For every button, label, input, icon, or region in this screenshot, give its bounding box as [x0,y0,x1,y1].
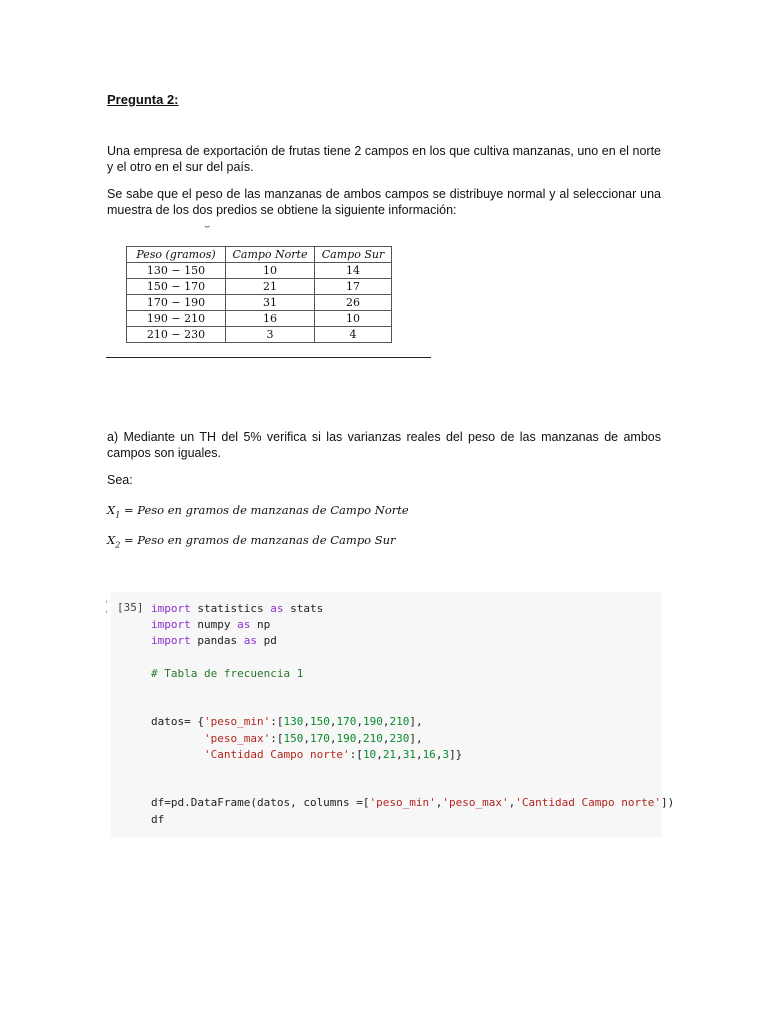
code-token: statistics [190,602,271,615]
code-token: , [382,731,390,745]
code-token: pd [256,634,277,648]
code-token: 190 [336,731,357,745]
code-token: 'peso_max' [442,796,509,810]
code-token: 150 [309,715,330,729]
table-cell: 3 [226,327,315,343]
code-token: 210 [389,715,410,729]
execution-count: [35] [117,601,144,614]
definition-var: X [107,503,116,517]
code-token: 130 [283,715,304,729]
header-campo-sur: Campo Sur [315,247,392,263]
table-cell: 210 − 230 [127,327,226,343]
code-line [151,667,303,680]
code-token: import [151,634,191,648]
sample-paragraph: Se sabe que el peso de las manzanas de ambos campos se distribuye normal y al seleccionar una muestra de los dos predios se obtiene la siguiente información: [107,187,661,217]
code-token: as [237,618,251,632]
definition-var: X [107,533,116,547]
code-token [151,732,204,745]
code-token: , [508,796,516,810]
code-token [151,748,204,761]
separator-line [106,357,431,358]
code-token: numpy [190,618,238,632]
code-token: 170 [309,731,330,745]
code-block[interactable] [151,601,674,828]
code-token: , [435,747,443,761]
table-row [127,295,392,311]
code-token: 'peso_max' [203,731,271,745]
cropped-mark: ⌣ [204,221,211,232]
code-token: ], [409,715,423,729]
code-token: # Tabla de frecuencia 1 [151,666,304,680]
code-token: :[ [270,715,284,729]
code-token: 'Cantidad Campo norte' [515,796,661,810]
question-heading: Pregunta 2: [107,92,179,107]
code-token: as [243,634,257,648]
code-token: 170 [336,715,357,729]
code-token: 10 [362,747,377,761]
code-line [151,715,423,728]
code-token: , [356,731,363,745]
header-peso: Peso (gramos) [127,247,226,263]
header-campo-norte: Campo Norte [226,247,315,263]
code-token: ]} [449,747,463,761]
code-token: import [151,618,191,632]
code-token: ], [409,731,423,745]
table-cell: 4 [315,327,392,343]
code-token: , [415,747,423,761]
code-token: , [376,747,383,761]
code-line [151,618,270,631]
code-token: 'peso_min' [203,715,271,729]
definition-sub: 1 [115,510,121,520]
table-header-row [127,247,392,263]
code-token: , [303,731,310,745]
code-token: , [435,796,443,810]
code-token: 'peso_min' [369,796,436,810]
code-token: 21 [382,747,397,761]
code-line [151,732,423,745]
code-line [151,602,323,615]
table-cell: 170 − 190 [127,295,226,311]
code-token: 31 [402,747,416,761]
code-token: df [151,812,165,826]
table-cell: 190 − 210 [127,311,226,327]
code-token: , [329,715,337,729]
question-a: a) Mediante un TH del 5% verifica si las varianzas reales del peso de las manzanas de ambos campos son iguales. [107,430,661,460]
table-cell: 31 [226,295,315,311]
code-token: 3 [442,747,450,761]
code-token: 210 [362,731,383,745]
code-token: :[ [349,747,363,761]
table-cell: 10 [315,311,392,327]
code-line [151,796,674,809]
code-token: , [396,747,403,761]
table-cell: 10 [226,263,315,279]
code-token: , [382,715,390,729]
intro-paragraph: Una empresa de exportación de frutas tiene 2 campos en los que cultiva manzanas, uno en el norte y el otro en el sur del país. [107,144,661,174]
code-line [151,634,277,647]
code-line [151,813,164,826]
code-token: import [151,602,191,615]
sea-label: Sea: [107,473,133,487]
table-cell: 14 [315,263,392,279]
table-row [127,311,392,327]
code-token: df=pd.DataFrame(datos, columns =[ [151,796,370,810]
table-cell: 16 [226,311,315,327]
code-token: datos= { [151,715,204,729]
code-token: , [303,715,310,729]
frequency-table [126,246,392,343]
table-row [127,279,392,295]
table-cell: 21 [226,279,315,295]
code-token: 'Cantidad Campo norte' [203,747,350,761]
table-row [127,263,392,279]
code-token: np [250,618,271,632]
definition-text: = Peso en gramos de manzanas de Campo Norte [123,503,409,517]
table-cell: 17 [315,279,392,295]
definition-x1 [107,503,409,519]
code-token: , [356,715,363,729]
code-token: 230 [389,731,410,745]
table-cell: 130 − 150 [127,263,226,279]
definition-text: = Peso en gramos de manzanas de Campo Sur [123,533,396,547]
code-token: as [270,602,284,615]
code-token: 16 [422,747,436,761]
code-token: ]) [660,796,675,810]
code-line [151,748,462,761]
code-token: 190 [362,715,383,729]
code-token: , [329,731,337,745]
definition-x2 [107,533,396,549]
code-token: stats [283,602,324,615]
table-row [127,327,392,343]
definition-sub: 2 [115,540,121,550]
table-cell: 150 − 170 [127,279,226,295]
code-token: 150 [283,731,304,745]
code-token: :[ [270,731,284,745]
cell-gutter-marks: ' ' [104,600,110,620]
code-token: pandas [190,634,244,648]
table-cell: 26 [315,295,392,311]
